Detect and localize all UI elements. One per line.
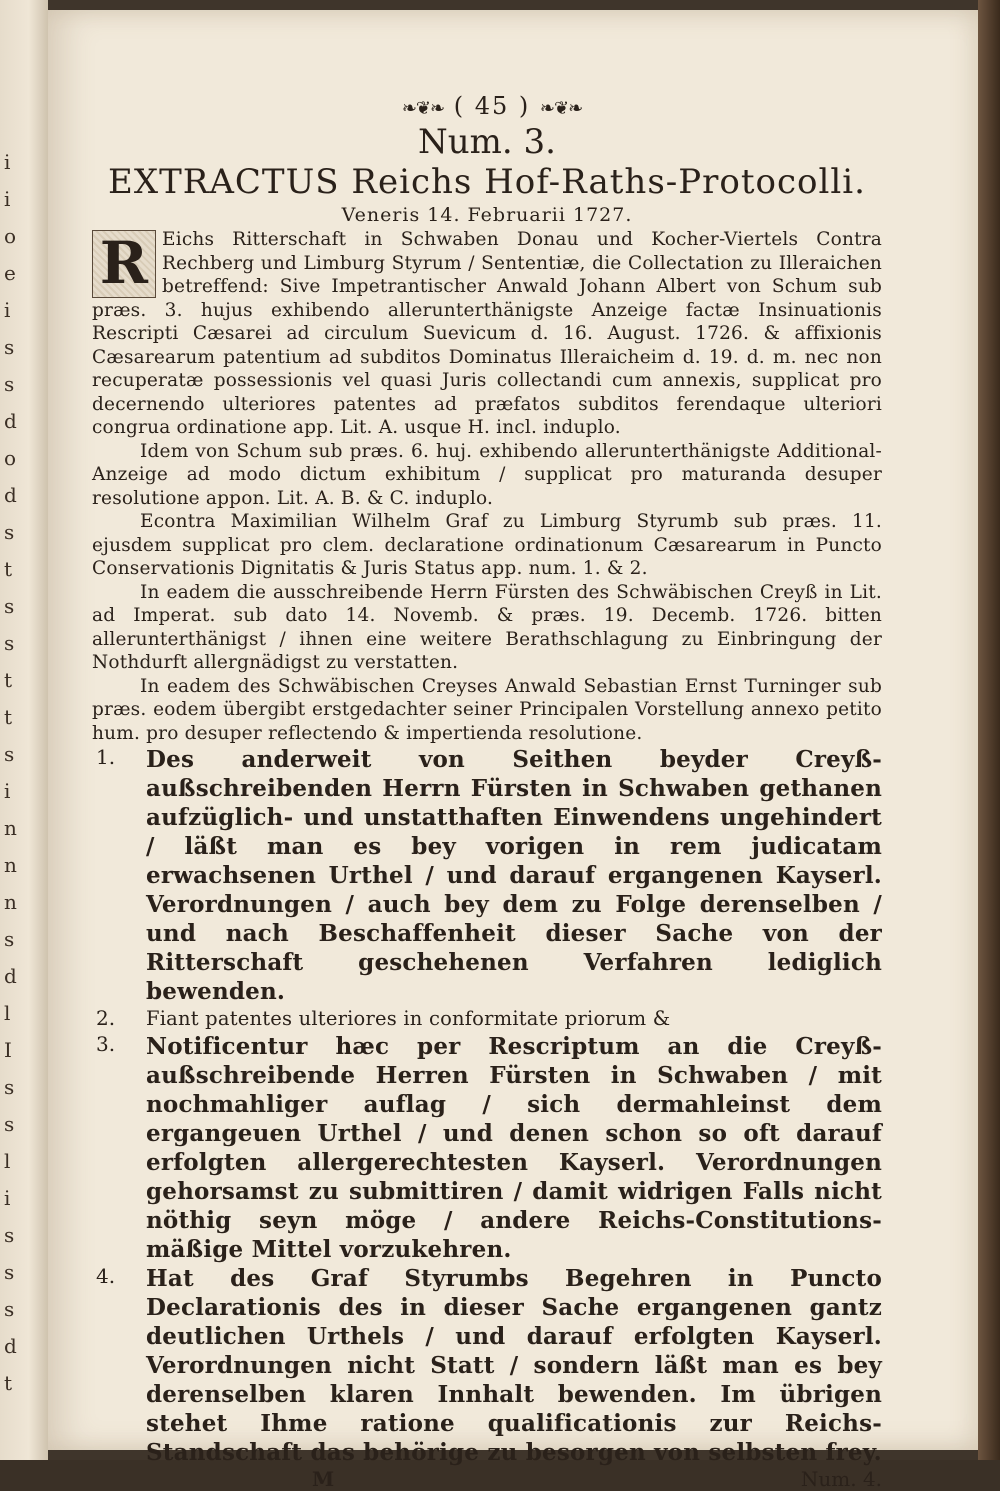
facing-page-fragment: l xyxy=(4,1001,11,1025)
num-heading: Num. 3. xyxy=(418,122,556,162)
list-item xyxy=(92,1032,882,1264)
facing-page-fragment: d xyxy=(4,409,17,433)
list-item xyxy=(92,1264,882,1467)
document-title: EXTRACTUS Reichs Hof-Raths-Protocolli. xyxy=(108,162,866,202)
item-text: Des anderweit von Seithen beyder Creyß-außschreibenden Herrn Fürsten in Schwaben gethanen aufzüglich- und unstatthaften Einwendens ungehindert / läßt man es bey vorigen in rem judicatam erwachsenen Urthel / und darauf ergangenen Kayserl. Verordnungen / auch bey dem zu Folge derenselben / und nach Beschaffenheit dieser Sache von der Ritterschaft geschehenen Verfahren lediglich bewenden. xyxy=(146,746,882,1005)
list-item xyxy=(92,1006,882,1032)
facing-page-fragment: n xyxy=(4,816,17,840)
facing-page-fragment: n xyxy=(4,890,17,914)
facing-page-fragment: t xyxy=(4,705,13,729)
list-item xyxy=(92,745,882,1006)
facing-page-fragment: s xyxy=(4,1223,15,1247)
page-content xyxy=(92,92,882,1491)
paragraph-1-text: Eichs Ritterschaft in Schwaben Donau und Kocher-Viertels Contra Rechberg und Limburg Styrum / Sententiæ, die Collectation zu Illeraichen betreffend: Sive Impetrantischer Anwald Johann Albert von Schum sub præs. 3. hujus exhibendo allerunterthänigste Anzeige factæ Insinuationis Rescripti Cæsarei ad circulum Suevicum d. 16. August. 1726. & affixionis Cæsarearum patentium ad subditos Dominatus Illeraicheim d. 19. d. m. nec non recuperatæ possessionis vel quasi Juris collectandi cum annexis, supplicat pro decernendo ulteriores patentes ad præfatos subditos ferendaque ulteriori congrua ordinatione app. Lit. A. usque H. incl. induplo. xyxy=(92,229,882,438)
facing-page-fragment: i xyxy=(4,1186,11,1210)
paragraph-4: In eadem die ausschreibende Herrn Fürsten des Schwäbischen Creyß in Lit. ad Imperat. sub dato 14. Novemb. & præs. 19. Decemb. 1726. bitten allerunterthänigst / ihnen eine weitere Berathschlagung zu Einbringung der Nothdurft allergnädigst zu verstatten. xyxy=(92,581,882,673)
page xyxy=(48,10,978,1491)
facing-page-fragment: t xyxy=(4,668,13,692)
page-number: ( 45 ) xyxy=(453,92,531,120)
facing-page-fragment: n xyxy=(4,853,17,877)
page-footer xyxy=(92,1467,882,1491)
ornament-left: ❧❦❧ xyxy=(401,98,445,119)
facing-page-fragment: l xyxy=(4,1149,11,1173)
facing-page-fragment: d xyxy=(4,483,17,507)
paragraph-3: Econtra Maximilian Wilhelm Graf zu Limburg Styrumb sub præs. 11. ejusdem supplicat pro clem. declaratione ordinationum Cæsarearum in Puncto Conservationis Dignitatis & Juris Status app. num. 1. & 2. xyxy=(92,511,882,579)
ornament-right: ❧❦❧ xyxy=(539,98,583,119)
paragraph-1 xyxy=(92,228,882,440)
facing-page-fragment: s xyxy=(4,335,15,359)
catchword: Num. 4. xyxy=(800,1467,882,1491)
facing-page-fragment: s xyxy=(4,1297,15,1321)
facing-page-fragment: d xyxy=(4,964,17,988)
facing-page-fragment: d xyxy=(4,1334,17,1358)
facing-page-fragment: i xyxy=(4,150,11,174)
paragraph-5: In eadem des Schwäbischen Creyses Anwald Sebastian Ernst Turninger sub præs. eodem übergibt erstgedachter seiner Principalen Vorstellung annexo petito hum. pro desuper reflectendo & impertienda resolutione. xyxy=(92,675,882,744)
item-text: Hat des Graf Styrumbs Begehren in Puncto Declarationis des in dieser Sache ergangenen gantz deutlichen Urthels / und darauf erfolgten Kayserl. Verordnungen nicht Statt / sondern läßt man es bey derenselben klaren Innhalt bewenden. Im übrigen stehet Ihme ratione qualificationis zur Reichs-Standschaft das behörige zu besorgen von selbsten frey. xyxy=(146,1265,882,1466)
facing-page-fragment: I xyxy=(4,1038,12,1062)
book-cover-edge xyxy=(978,0,1000,1460)
facing-page-fragment: s xyxy=(4,1112,15,1136)
facing-page-fragment: i xyxy=(4,779,11,803)
facing-page-edge xyxy=(0,0,48,1460)
item-text: Notificentur hæc per Rescriptum an die Creyß-außschreibende Herren Fürsten in Schwaben / mit nochmahliger auflag / sich dermahleinst dem ergangeuen Urthel / und denen schon so oft darauf erfolgten allergerechtesten Kayserl. Verordnungen gehorsamst zu submittiren / damit widrigen Falls nicht nöthig seyn möge / andere Reichs-Constitutions-mäßige Mittel vorzukehren. xyxy=(146,1033,882,1263)
item-number: 3. xyxy=(96,1032,116,1056)
drop-cap: R xyxy=(92,230,156,298)
page-header xyxy=(242,92,742,120)
facing-page-fragment: s xyxy=(4,520,15,544)
item-number: 1. xyxy=(96,745,116,769)
facing-page-fragment: o xyxy=(4,446,17,470)
facing-page-fragment: i xyxy=(4,187,11,211)
facing-page-fragment: s xyxy=(4,372,15,396)
facing-page-fragment: s xyxy=(4,927,15,951)
facing-page-fragment: i xyxy=(4,298,11,322)
facing-page-fragment: e xyxy=(4,261,16,285)
facing-page-fragment: s xyxy=(4,742,15,766)
facing-page-fragment: s xyxy=(4,631,15,655)
item-number: 4. xyxy=(96,1264,116,1288)
item-number: 2. xyxy=(96,1006,116,1030)
facing-page-fragment: s xyxy=(4,1075,15,1099)
facing-page-fragment: t xyxy=(4,557,13,581)
facing-page-fragment: s xyxy=(4,594,15,618)
date-line: Veneris 14. Februarii 1727. xyxy=(341,204,633,226)
facing-page-fragment: t xyxy=(4,1371,13,1395)
item-text: Fiant patentes ulteriores in conformitate priorum & xyxy=(146,1007,671,1030)
facing-page-fragment: s xyxy=(4,1260,15,1284)
paragraph-2: Idem von Schum sub præs. 6. huj. exhibendo allerunterthänigste Additional-Anzeige ad modo dictum exhibitum / supplicat pro maturanda desuper resolutione appon. Lit. A. B. & C. induplo. xyxy=(92,440,882,509)
facing-page-fragment: o xyxy=(4,224,17,248)
signature-mark: M xyxy=(312,1467,335,1491)
